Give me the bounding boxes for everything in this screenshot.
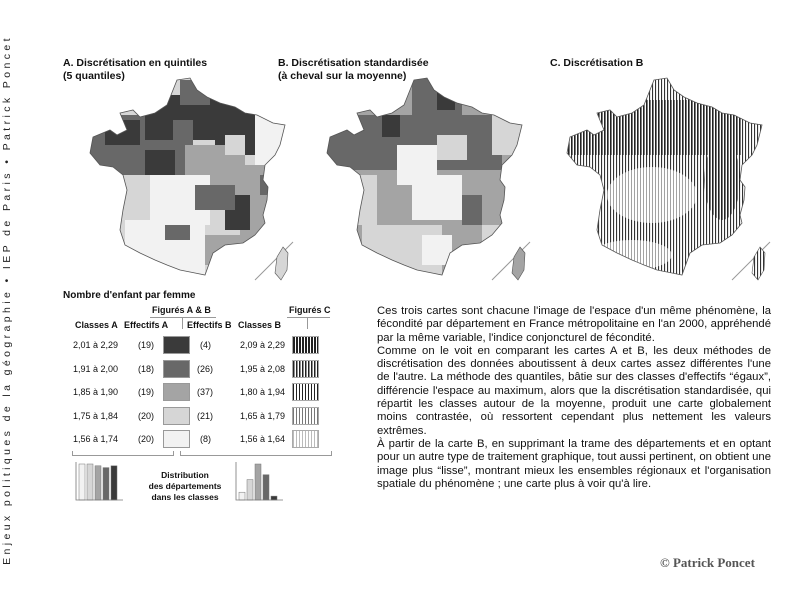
histogram-a-bar bbox=[95, 466, 101, 500]
header-effectifs-b: Effectifs B bbox=[187, 320, 232, 330]
legend-group-ab-label: Figurés A & B bbox=[152, 305, 211, 315]
legend-hatch-c bbox=[292, 407, 319, 425]
histogram-b-bar bbox=[263, 475, 269, 500]
map-a-title-line1: A. Discrétisation en quintiles bbox=[63, 57, 208, 69]
header-classes-a: Classes A bbox=[75, 320, 118, 330]
histogram-a-bar bbox=[111, 466, 117, 500]
legend-effectifs-b: (21) bbox=[197, 410, 214, 421]
legend-hatch-c bbox=[292, 336, 319, 354]
map-b-title-line2: (à cheval sur la moyenne) bbox=[278, 70, 407, 82]
legend-effectifs-b: (4) bbox=[200, 340, 211, 350]
histogram-b bbox=[235, 460, 285, 502]
sidebar-vertical-caption: Enjeux politiques de la géographie • IEP de Paris • Patrick Poncet bbox=[1, 35, 13, 565]
body-paragraph-3: À partir de la carte B, en supprimant la trame des départements et en optant pour un autre type de traitement graphique, tout aussi pertinent, on obtient une image plus “lisse”, montrant mieux les ensembles régionaux et l'organisation spatiale du phénomène ; une carte plus à voir qu'à lire. bbox=[377, 437, 771, 490]
map-a-france-quintiles bbox=[85, 75, 300, 285]
map-b-title-line1: B. Discrétisation standardisée bbox=[278, 57, 429, 69]
header-effectifs-a: Effectifs A bbox=[124, 320, 169, 330]
legend-effectifs-a: (20) bbox=[138, 410, 155, 421]
bracket-a bbox=[72, 451, 174, 456]
legend-effectifs-b: (8) bbox=[200, 434, 211, 444]
legend-classes-b: 1,80 à 1,94 bbox=[240, 387, 286, 397]
map-c-title-line1: C. Discrétisation B bbox=[550, 57, 644, 69]
body-text bbox=[377, 305, 771, 491]
map-a-title-line2: (5 quantiles) bbox=[63, 70, 125, 82]
legend-effectifs-a: (19) bbox=[138, 340, 155, 350]
histogram-a-bar bbox=[79, 464, 85, 500]
legend-classes-b: 1,95 à 2,08 bbox=[240, 363, 286, 374]
legend-classes-a: 1,85 à 1,90 bbox=[73, 387, 119, 397]
map-c-france-hatched bbox=[562, 75, 777, 285]
legend-classes-b: 1,65 à 1,79 bbox=[240, 410, 286, 421]
distribution-label-line2: des départements bbox=[148, 481, 222, 491]
distribution-label bbox=[135, 470, 235, 503]
legend-classes-a: 2,01 à 2,29 bbox=[73, 340, 119, 350]
legend-hatch-c bbox=[292, 360, 319, 378]
map-c-title bbox=[550, 57, 643, 70]
group-ab-underline bbox=[150, 317, 216, 318]
legend-effectifs-a: (20) bbox=[138, 434, 155, 444]
body-paragraph-1: Ces trois cartes sont chacune l'image de l'espace d'un même phénomène, la fécondité par département en France métropolitaine en l'an 2000, appréhendé par la même variable, l'indice conjoncturel de fécondité. bbox=[377, 305, 771, 344]
distribution-label-line3: dans les classes bbox=[151, 492, 219, 502]
legend-swatch-ab bbox=[163, 383, 190, 401]
histogram-b-bar bbox=[255, 464, 261, 500]
histogram-b-bar bbox=[239, 492, 245, 500]
legend-swatch-ab bbox=[163, 430, 190, 448]
histogram-b-bar bbox=[271, 496, 277, 500]
header-classes-b: Classes B bbox=[238, 320, 282, 330]
map-b-france-standardised bbox=[322, 75, 537, 285]
group-c-tick bbox=[307, 317, 308, 329]
body-paragraph-2: Comme on le voit en comparant les cartes A et B, les deux méthodes de discrétisation des données aboutissent à deux cartes assez différentes l'une de l'autre. La méthode des quantiles, bâtie sur des classes d'effectifs “égaux”, différencie l'espace au maximum, alors que la discrétisation standardisée, qui répartit les classes autour de la moyenne, produit une carte globalement moins contrastée, où ressortent cependant plus nettement les valeurs extrêmes. bbox=[377, 344, 771, 437]
legend-swatch-ab bbox=[163, 407, 190, 425]
legend-swatch-ab bbox=[163, 336, 190, 354]
legend-hatch-c bbox=[292, 430, 319, 448]
legend-effectifs-b: (26) bbox=[197, 363, 214, 374]
group-c-underline bbox=[287, 317, 330, 318]
histogram-a-bar bbox=[87, 464, 93, 500]
legend-classes-b: 2,09 à 2,29 bbox=[240, 340, 286, 350]
legend-effectifs-b: (37) bbox=[197, 387, 214, 397]
bracket-b bbox=[180, 451, 332, 456]
histogram-b-bar bbox=[247, 480, 253, 500]
legend-classes-a: 1,56 à 1,74 bbox=[73, 434, 119, 444]
legend-group-c-label: Figurés C bbox=[289, 305, 331, 315]
legend-hatch-c bbox=[292, 383, 319, 401]
histogram-a-bar bbox=[103, 468, 109, 500]
legend-classes-a: 1,75 à 1,84 bbox=[73, 410, 119, 421]
legend-effectifs-a: (19) bbox=[138, 387, 155, 397]
copyright: © Patrick Poncet bbox=[660, 555, 755, 570]
group-ab-tick bbox=[182, 317, 183, 329]
legend-effectifs-a: (18) bbox=[138, 363, 155, 374]
legend-classes-b: 1,56 à 1,64 bbox=[240, 434, 286, 444]
legend-title: Nombre d'enfant par femme bbox=[63, 290, 196, 301]
legend-classes-a: 1,91 à 2,00 bbox=[73, 363, 119, 374]
legend-swatch-ab bbox=[163, 360, 190, 378]
distribution-label-line1: Distribution bbox=[161, 470, 209, 480]
histogram-a bbox=[75, 460, 125, 502]
